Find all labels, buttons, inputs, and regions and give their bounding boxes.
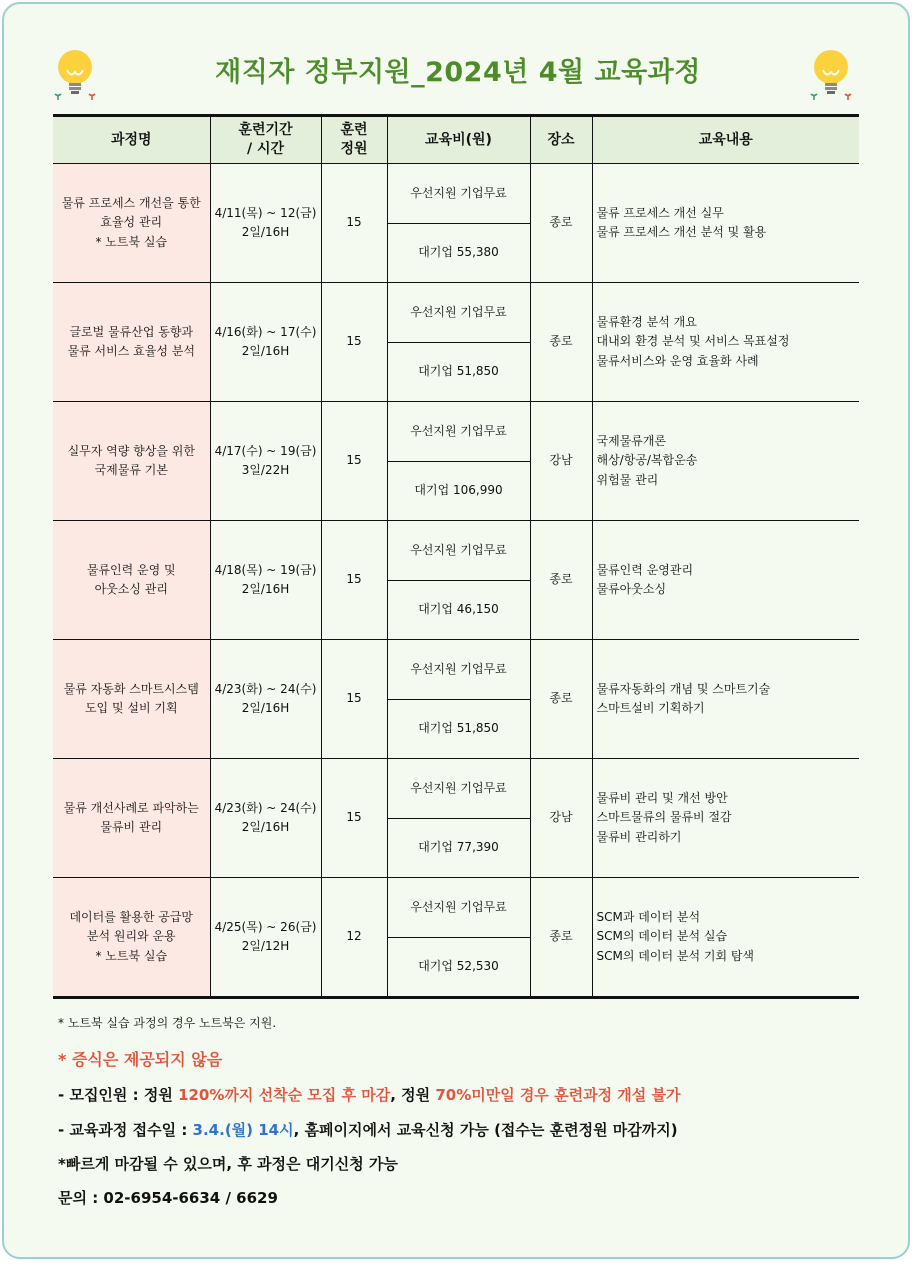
table-row xyxy=(53,640,859,700)
capacity-cell: 15 xyxy=(321,164,387,283)
content-cell: 물류자동화의 개념 및 스마트기술 스마트설비 기획하기 xyxy=(592,640,859,759)
header-content: 교육내용 xyxy=(592,116,859,164)
table-row xyxy=(53,878,859,938)
capacity-cell: 15 xyxy=(321,402,387,521)
fee-large-cell: 대기업 51,850 xyxy=(387,700,530,759)
recruit-note: - 모집인원 : 정원 120%까지 선착순 모집 후 마감, 정원 70%미만일 경우 훈련과정 개설 불가 xyxy=(58,1086,681,1104)
fee-priority-cell: 우선지원 기업무료 xyxy=(387,640,530,700)
table-row xyxy=(53,759,859,819)
table-row xyxy=(53,402,859,462)
period-cell: 4/17(수) ~ 19(금) 3일/22H xyxy=(210,402,321,521)
fee-large-cell: 대기업 51,850 xyxy=(387,343,530,402)
fee-priority-cell: 우선지원 기업무료 xyxy=(387,759,530,819)
period-cell: 4/25(목) ~ 26(금) 2일/12H xyxy=(210,878,321,998)
course-name-cell: 물류 개선사례로 파악하는 물류비 관리 xyxy=(53,759,210,878)
content-cell: 물류비 관리 및 개선 방안 스마트물류의 물류비 절감 물류비 관리하기 xyxy=(592,759,859,878)
header-period: 훈련기간 / 시간 xyxy=(210,116,321,164)
fee-priority-cell: 우선지원 기업무료 xyxy=(387,164,530,224)
fee-large-cell: 대기업 77,390 xyxy=(387,819,530,878)
period-cell: 4/23(화) ~ 24(수) 2일/16H xyxy=(210,759,321,878)
period-cell: 4/16(화) ~ 17(수) 2일/16H xyxy=(210,283,321,402)
course-name-cell: 글로벌 물류산업 동향과 물류 서비스 효율성 분석 xyxy=(53,283,210,402)
course-name-cell: 실무자 역량 향상을 위한 국제물류 기본 xyxy=(53,402,210,521)
content-cell: 물류인력 운영관리 물류아웃소싱 xyxy=(592,521,859,640)
laptop-note: * 노트북 실습 과정의 경우 노트북은 지원. xyxy=(58,1016,277,1030)
course-table xyxy=(53,114,859,999)
content-cell: 물류환경 분석 개요 대내외 환경 분석 및 서비스 목표설정 물류서비스와 운영 효율화 사례 xyxy=(592,283,859,402)
header-course-name: 과정명 xyxy=(53,116,210,164)
table-header-row xyxy=(53,116,859,164)
fee-priority-cell: 우선지원 기업무료 xyxy=(387,521,530,581)
place-cell: 종로 xyxy=(530,640,592,759)
fee-large-cell: 대기업 46,150 xyxy=(387,581,530,640)
capacity-cell: 15 xyxy=(321,759,387,878)
place-cell: 종로 xyxy=(530,283,592,402)
certificate-note: * 증식은 제공되지 않음 xyxy=(58,1050,223,1069)
place-cell: 강남 xyxy=(530,402,592,521)
place-cell: 종로 xyxy=(530,521,592,640)
fee-large-cell: 대기업 106,990 xyxy=(387,462,530,521)
course-name-cell: 데이터를 활용한 공급망 분석 원리와 운용 * 노트북 실습 xyxy=(53,878,210,998)
place-cell: 강남 xyxy=(530,759,592,878)
content-cell: 물류 프로세스 개선 실무 물류 프로세스 개선 분석 및 활용 xyxy=(592,164,859,283)
period-cell: 4/23(화) ~ 24(수) 2일/16H xyxy=(210,640,321,759)
apply-date-note: - 교육과정 접수일 : 3.4.(월) 14시, 홈페이지에서 교육신청 가능 (접수는 훈련정원 마감까지) xyxy=(58,1121,678,1139)
course-name-cell: 물류인력 운영 및 아웃소싱 관리 xyxy=(53,521,210,640)
fee-large-cell: 대기업 52,530 xyxy=(387,938,530,998)
place-cell: 종로 xyxy=(530,164,592,283)
header-capacity: 훈련 정원 xyxy=(321,116,387,164)
header-fee: 교육비(원) xyxy=(387,116,530,164)
fee-priority-cell: 우선지원 기업무료 xyxy=(387,878,530,938)
table-row xyxy=(53,521,859,581)
header-place: 장소 xyxy=(530,116,592,164)
capacity-cell: 15 xyxy=(321,640,387,759)
contact-note: 문의 : 02-6954-6634 / 6629 xyxy=(58,1189,278,1207)
period-cell: 4/11(목) ~ 12(금) 2일/16H xyxy=(210,164,321,283)
capacity-cell: 15 xyxy=(321,283,387,402)
waitlist-note: *빠르게 마감될 수 있으며, 후 과정은 대기신청 가능 xyxy=(58,1155,398,1173)
period-cell: 4/18(목) ~ 19(금) 2일/16H xyxy=(210,521,321,640)
fee-priority-cell: 우선지원 기업무료 xyxy=(387,402,530,462)
fee-priority-cell: 우선지원 기업무료 xyxy=(387,283,530,343)
content-cell: 국제물류개론 해상/항공/복합운송 위험물 관리 xyxy=(592,402,859,521)
capacity-cell: 15 xyxy=(321,521,387,640)
table-row xyxy=(53,164,859,224)
fee-large-cell: 대기업 55,380 xyxy=(387,224,530,283)
place-cell: 종로 xyxy=(530,878,592,998)
table-row xyxy=(53,283,859,343)
course-name-cell: 물류 프로세스 개선을 통한 효율성 관리 * 노트북 실습 xyxy=(53,164,210,283)
content-cell: SCM과 데이터 분석 SCM의 데이터 분석 실습 SCM의 데이터 분석 기회 탐색 xyxy=(592,878,859,998)
course-table-body xyxy=(53,164,859,998)
capacity-cell: 12 xyxy=(321,878,387,998)
course-name-cell: 물류 자동화 스마트시스템 도입 및 설비 기획 xyxy=(53,640,210,759)
page-title: 재직자 정부지원_2024년 4월 교육과정 xyxy=(215,57,701,88)
